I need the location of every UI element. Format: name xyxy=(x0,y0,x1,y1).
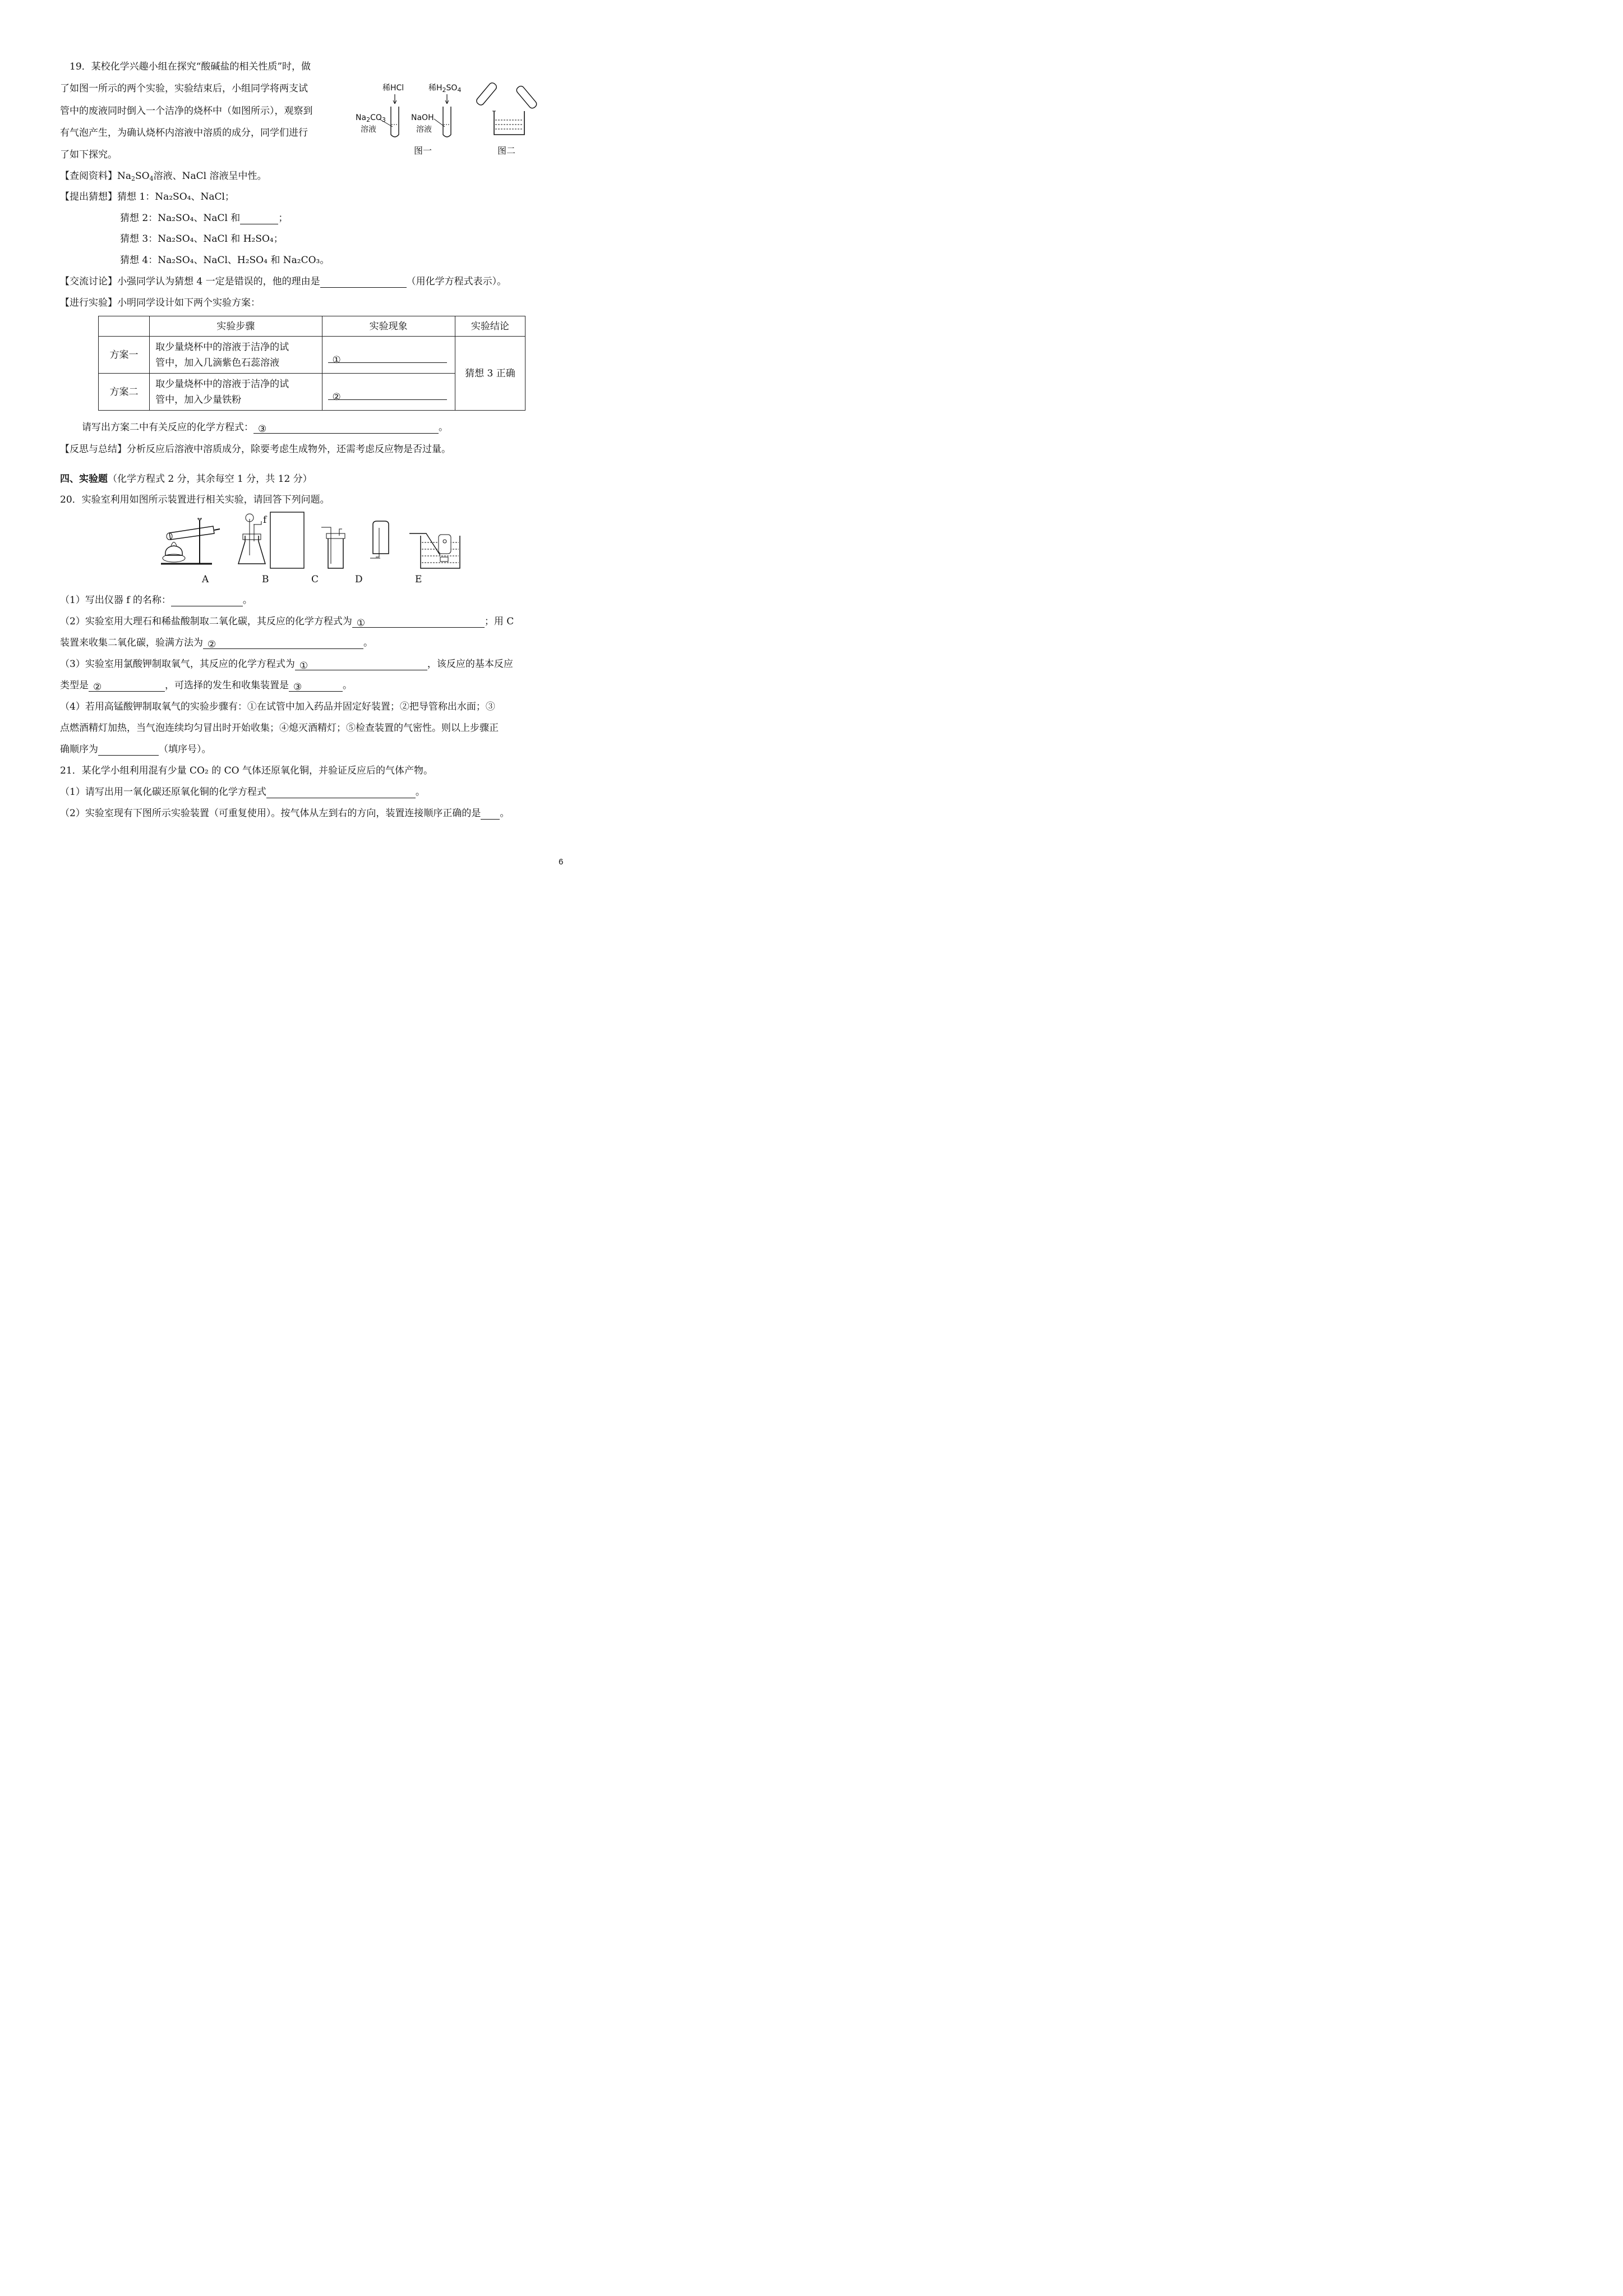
naoh-label: NaOH xyxy=(411,113,434,122)
apparatus-choice-blank[interactable]: ③ xyxy=(289,681,343,692)
q19-reflection: 【反思与总结】分析反应后溶液中溶质成分，除要考虑生成物外，还需考虑反应物是否过量。 xyxy=(60,444,451,455)
q19-hypothesis-4: 猜想 4：Na₂SO₄、NaCl、H₂SO₄ 和 Na₂CO₃。 xyxy=(120,255,330,266)
naoh-solution-label: 溶液 xyxy=(416,125,432,134)
q19-hypothesis-1: 【提出猜想】猜想 1：Na₂SO₄、NaCl； xyxy=(60,191,234,203)
q21-stem: 21．某化学小组利用混有少量 CO₂ 的 CO 气体还原氧化铜，并验证反应后的气体产物。 xyxy=(60,765,433,776)
dilute-hcl-label: 稀HCl xyxy=(382,84,404,93)
q20-apparatus-drawing xyxy=(0,508,621,586)
q19-line-2: 了如图一所示的两个实验，实验结束后，小组同学将两支试 xyxy=(60,83,308,94)
q20-part-2-line-2: 装置来收集二氧化碳，验满方法为 ② 。 xyxy=(60,637,373,650)
apparatus-label-c: C xyxy=(311,574,319,585)
q20-part-4-line-3: 确顺序为 （填序号）。 xyxy=(60,744,211,755)
q20-part-2-line-1: （2）实验室用大理石和稀盐酸制取二氧化碳，其反应的化学方程式为 ① ；用 C xyxy=(60,616,514,629)
plan-2-name: 方案二 xyxy=(99,374,150,411)
q19-hypothesis-2: 猜想 2：Na₂SO₄、NaCl 和 ； xyxy=(120,213,288,224)
plan-2-steps: 取少量烧杯中的溶液于洁净的试 管中，加入少量铁粉 xyxy=(150,374,322,411)
q19-discussion: 【交流讨论】小强同学认为猜想 4 一定是错误的，他的理由是 （用化学方程式表示）。 xyxy=(60,276,507,287)
plan-2-phenomenon-blank[interactable]: ② xyxy=(328,389,447,400)
na2co3-solution-label: 溶液 xyxy=(361,125,376,134)
q19-hypothesis-3: 猜想 3：Na₂SO₄、NaCl 和 H₂SO₄； xyxy=(120,233,283,245)
q19-info: 【查阅资料】$Na_2SO_4$溶液、NaCl 溶液呈中性。 xyxy=(60,171,267,182)
plan-2-equation-blank[interactable]: ③ xyxy=(253,423,439,434)
q20-part-3-line-1: （3）实验室用氯酸钾制取氧气，其反应的化学方程式为 ① ，该反应的基本反应 xyxy=(60,659,513,671)
test-tubes-and-beaker-drawing xyxy=(0,0,621,168)
reaction-type-blank[interactable]: ② xyxy=(89,681,165,692)
instrument-name-blank[interactable] xyxy=(171,596,243,606)
table-header-phenomena: 实验现象 xyxy=(322,316,455,337)
plan-1-phenomenon xyxy=(322,337,455,374)
apparatus-label-d: D xyxy=(355,574,363,585)
q20-part-1: （1）写出仪器 f 的名称： 。 xyxy=(60,595,252,606)
plan-1-name: 方案一 xyxy=(99,337,150,374)
q19-equation-prompt: 请写出方案二中有关反应的化学方程式： ③ 。 xyxy=(82,422,448,435)
plan-1-steps: 取少量烧杯中的溶液于洁净的试 管中，加入几滴紫色石蕊溶液 xyxy=(150,337,322,374)
table-header-empty xyxy=(99,316,150,337)
instrument-f-label: f xyxy=(263,514,267,526)
apparatus-label-b: B xyxy=(262,574,269,585)
figure-1-caption: 图一 xyxy=(414,145,432,156)
dilute-h2so4-label: 稀$H_2SO_4$ xyxy=(428,84,462,94)
q20-stem: 20．实验室利用如图所示装置进行相关实验，请回答下列问题。 xyxy=(60,494,330,505)
co2-equation-blank[interactable]: ① xyxy=(352,617,485,628)
plan-1-phenomenon-blank[interactable]: ① xyxy=(328,352,447,363)
table-header-steps: 实验步骤 xyxy=(150,316,322,337)
q19-line-5: 了如下探究。 xyxy=(60,149,117,160)
connection-order-blank[interactable] xyxy=(481,809,500,820)
q19-experiment-intro: 【进行实验】小明同学设计如下两个实验方案： xyxy=(60,297,260,309)
co2-full-check-blank[interactable]: ② xyxy=(203,638,363,649)
q19-line-3: 管中的废液同时倒入一个洁净的烧杯中（如图所示），观察到 xyxy=(60,105,313,117)
na2co3-label: $Na_2CO_3$ xyxy=(356,113,386,123)
table-row xyxy=(99,337,525,374)
apparatus-label-a: A xyxy=(202,574,209,585)
discussion-equation-blank[interactable] xyxy=(320,277,407,288)
step-order-blank[interactable] xyxy=(98,745,159,756)
q20-part-4-line-2: 点燃酒精灯加热，当气泡连续均匀冒出时开始收集；④熄灭酒精灯；⑤检查装置的气密性。则以上步骤正 xyxy=(60,723,499,734)
table-conclusion: 猜想 3 正确 xyxy=(455,337,525,411)
q21-part-2: （2）实验室现有下图所示实验装置（可重复使用）。按气体从左到右的方向，装置连接顺序正确的是 。 xyxy=(60,808,510,819)
q19-line-1: 19．某校化学兴趣小组在探究“酸碱盐的相关性质”时，做 xyxy=(70,61,311,72)
table-header-conclusion: 实验结论 xyxy=(455,316,525,337)
apparatus-label-e: E xyxy=(415,574,422,585)
hypothesis-2-blank[interactable] xyxy=(240,214,278,224)
q19-line-4: 有气泡产生，为确认烧杯内溶液中溶质的成分，同学们进行 xyxy=(60,127,308,139)
page-number: 6 xyxy=(559,857,564,867)
figure-2-caption: 图二 xyxy=(497,145,516,156)
q21-part-1: （1）请写出用一氧化碳还原氧化铜的化学方程式 。 xyxy=(60,786,425,798)
section-4-heading: 四、实验题（化学方程式 2 分，其余每空 1 分，共 12 分） xyxy=(60,473,312,485)
o2-equation-blank[interactable]: ① xyxy=(295,660,427,670)
plan-2-phenomenon xyxy=(322,374,455,411)
experiment-table xyxy=(98,316,525,411)
cuo-reduction-equation-blank[interactable] xyxy=(266,788,416,798)
q20-part-4-line-1: （4）若用高锰酸钾制取氧气的实验步骤有：①在试管中加入药品并固定好装置；②把导管称出水面；③ xyxy=(60,701,495,712)
q20-part-3-line-2: 类型是 ② ，可选择的发生和收集装置是 ③ 。 xyxy=(60,680,352,693)
